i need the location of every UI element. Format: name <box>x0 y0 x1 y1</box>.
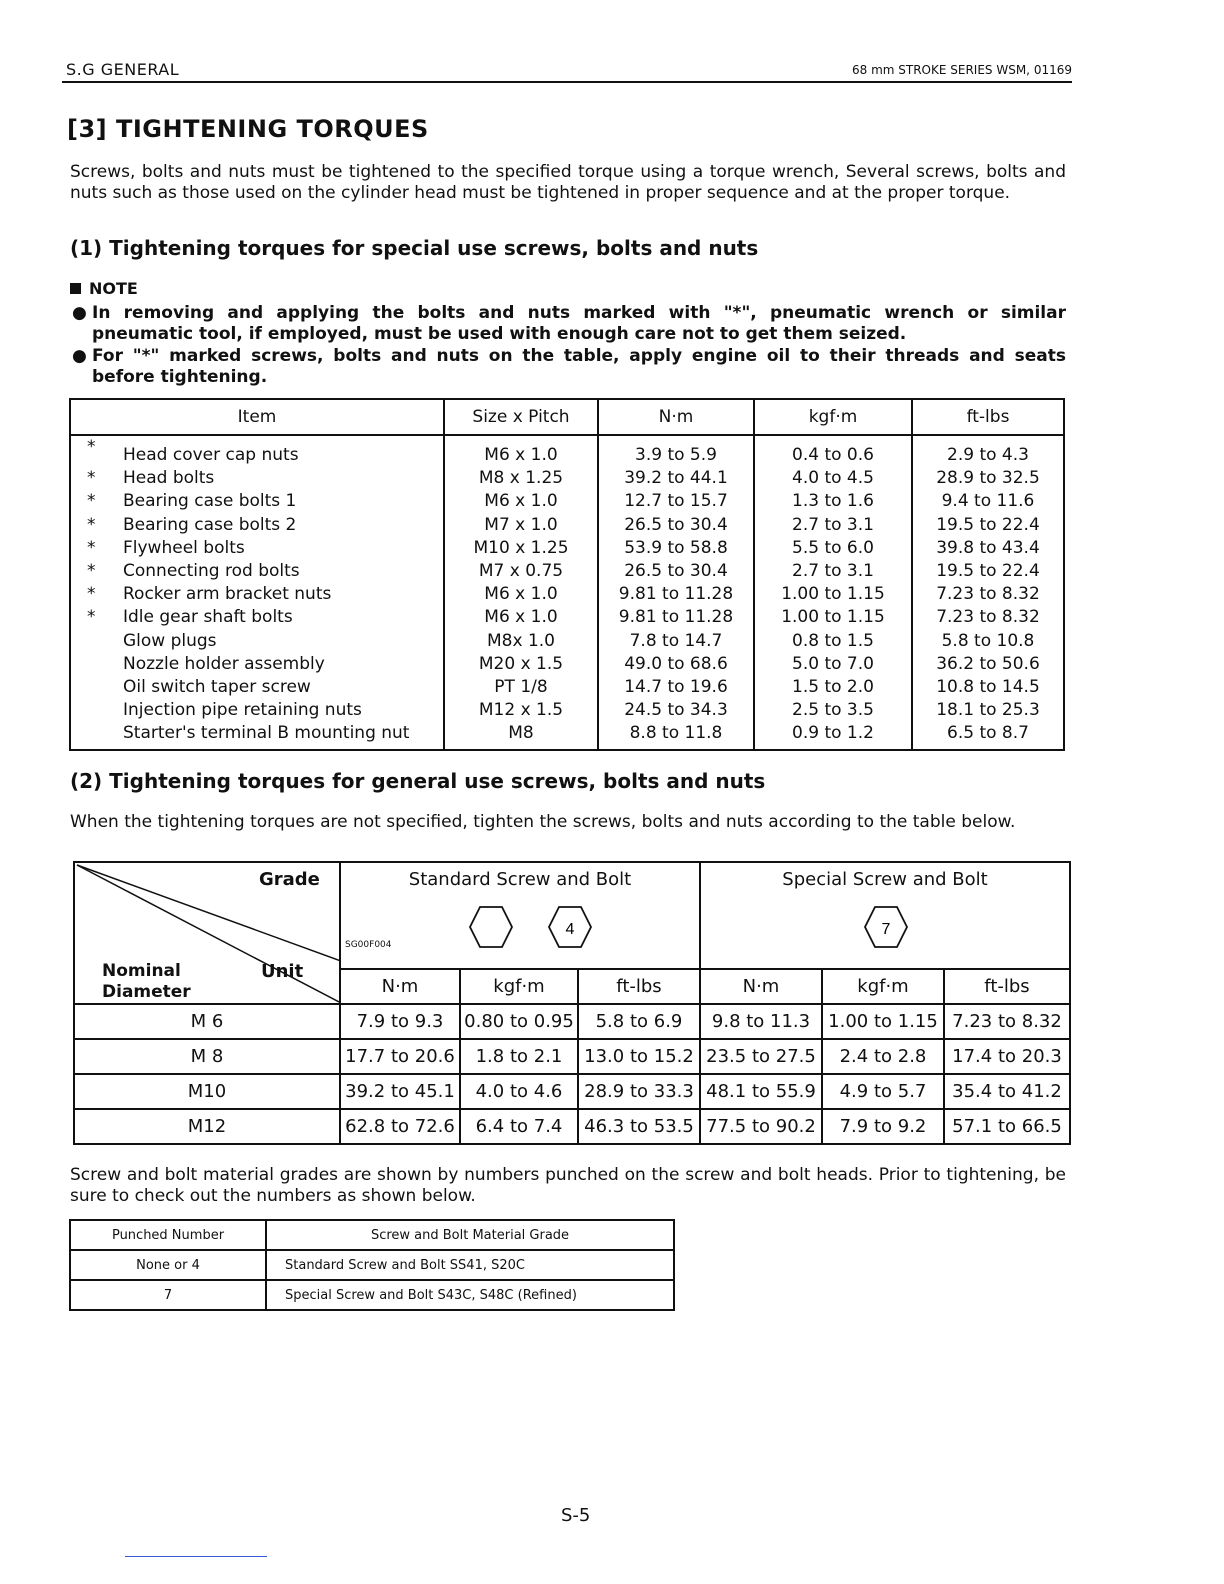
table-row <box>70 490 1064 513</box>
torque-cell: 5.8 to 6.9 <box>578 1004 700 1039</box>
unit-label: Unit <box>261 961 304 982</box>
size-cell: M6 x 1.0 <box>444 606 598 629</box>
ftlbs-cell: 6.5 to 8.7 <box>912 722 1064 750</box>
kgfm-cell: 2.7 to 3.1 <box>754 514 912 537</box>
table-row <box>70 722 1064 750</box>
nm-cell: 39.2 to 44.1 <box>598 467 754 490</box>
unit-cell: N·m <box>340 969 460 1004</box>
diameter-label: Diameter <box>102 982 191 1002</box>
torque-cell: 1.00 to 1.15 <box>822 1004 944 1039</box>
grade-cell: Special Screw and Bolt S43C, S48C (Refined) <box>266 1280 674 1310</box>
note-item <box>70 346 1066 388</box>
table-row <box>70 676 1064 699</box>
ftlbs-cell: 2.9 to 4.3 <box>912 435 1064 467</box>
size-cell: M8x 1.0 <box>444 630 598 653</box>
special-bolt-icons <box>701 890 1069 960</box>
torque-cell: 13.0 to 15.2 <box>578 1039 700 1074</box>
size-cell: M8 <box>444 722 598 750</box>
nm-cell: 7.8 to 14.7 <box>598 630 754 653</box>
item-cell <box>70 722 444 750</box>
kgfm-cell: 5.0 to 7.0 <box>754 653 912 676</box>
ftlbs-cell: 7.23 to 8.32 <box>912 606 1064 629</box>
col-nm: N·m <box>598 399 754 435</box>
punched-cell: None or 4 <box>70 1250 266 1280</box>
item-cell <box>70 435 444 467</box>
size-cell: M6 x 1.0 <box>444 583 598 606</box>
nm-cell: 12.7 to 15.7 <box>598 490 754 513</box>
table-row <box>74 1109 1070 1144</box>
nominal-label: Nominal <box>102 961 181 981</box>
table-row <box>70 467 1064 490</box>
item-cell <box>70 467 444 490</box>
col-size: Size x Pitch <box>444 399 598 435</box>
ftlbs-cell: 36.2 to 50.6 <box>912 653 1064 676</box>
torque-cell: 9.8 to 11.3 <box>700 1004 822 1039</box>
unit-cell: kgf·m <box>460 969 578 1004</box>
table-row <box>70 583 1064 606</box>
oil-mark: * <box>87 560 96 581</box>
section2-intro: When the tightening torques are not specified, tighten the screws, bolts and nuts according to the table below. <box>70 812 1016 832</box>
item-name: Injection pipe retaining nuts <box>123 700 362 721</box>
col-grade: Screw and Bolt Material Grade <box>266 1220 674 1250</box>
table-header-row <box>70 1220 674 1250</box>
item-cell <box>70 653 444 676</box>
intro-paragraph: Screws, bolts and nuts must be tightened to the specified torque using a torque wrench, Several screws, bolts and nuts such as those used on the cylinder head must be tightened in proper sequence and at the proper torque. <box>70 162 1066 203</box>
nm-cell: 49.0 to 68.6 <box>598 653 754 676</box>
nm-cell: 3.9 to 5.9 <box>598 435 754 467</box>
col-kgfm: kgf·m <box>754 399 912 435</box>
torque-cell: 4.0 to 4.6 <box>460 1074 578 1109</box>
unit-cell: ft-lbs <box>944 969 1070 1004</box>
kgfm-cell: 4.0 to 4.5 <box>754 467 912 490</box>
note-heading <box>70 279 138 298</box>
grade-label: Grade <box>259 869 320 890</box>
size-cell: M6 x 1.0 <box>444 435 598 467</box>
size-cell: M20 x 1.5 <box>444 653 598 676</box>
ftlbs-cell: 39.8 to 43.4 <box>912 537 1064 560</box>
nm-cell: 9.81 to 11.28 <box>598 606 754 629</box>
special-bolt-header <box>700 862 1070 969</box>
torque-cell: 17.7 to 20.6 <box>340 1039 460 1074</box>
nm-cell: 26.5 to 30.4 <box>598 514 754 537</box>
item-name: Starter's terminal B mounting nut <box>123 723 410 744</box>
diameter-cell: M12 <box>74 1109 340 1144</box>
note-text: In removing and applying the bolts and nuts marked with "*", pneumatic wrench or similar pneumatic tool, if employed, must be used with enough care not to get them seized. <box>92 303 1066 344</box>
size-cell: M10 x 1.25 <box>444 537 598 560</box>
hex-mark-4-text: 4 <box>565 921 575 938</box>
item-cell <box>70 630 444 653</box>
hex-mark-4-icon <box>547 904 593 950</box>
oil-mark: * <box>87 437 96 457</box>
col-punched: Punched Number <box>70 1220 266 1250</box>
hex-mark-7-icon <box>863 904 909 950</box>
nm-cell: 53.9 to 58.8 <box>598 537 754 560</box>
size-cell: M12 x 1.5 <box>444 699 598 722</box>
oil-mark: * <box>87 491 96 512</box>
kgfm-cell: 2.5 to 3.5 <box>754 699 912 722</box>
oil-mark: * <box>87 537 96 558</box>
unit-cell: kgf·m <box>822 969 944 1004</box>
note-square-icon <box>70 283 81 294</box>
table-row <box>70 1250 674 1280</box>
item-name: Glow plugs <box>123 630 217 651</box>
kgfm-cell: 2.7 to 3.1 <box>754 560 912 583</box>
ftlbs-cell: 19.5 to 22.4 <box>912 560 1064 583</box>
torque-cell: 1.8 to 2.1 <box>460 1039 578 1074</box>
item-name: Connecting rod bolts <box>123 561 300 582</box>
item-cell <box>70 676 444 699</box>
page-number: S-5 <box>561 1505 591 1526</box>
kgfm-cell: 0.8 to 1.5 <box>754 630 912 653</box>
item-cell <box>70 490 444 513</box>
header-rule <box>62 81 1072 83</box>
torque-cell: 4.9 to 5.7 <box>822 1074 944 1109</box>
torque-cell: 28.9 to 33.3 <box>578 1074 700 1109</box>
unit-cell: ft-lbs <box>578 969 700 1004</box>
kgfm-cell: 1.00 to 1.15 <box>754 583 912 606</box>
section2-heading: (2) Tightening torques for general use screws, bolts and nuts <box>70 769 766 793</box>
nm-cell: 9.81 to 11.28 <box>598 583 754 606</box>
size-cell: M8 x 1.25 <box>444 467 598 490</box>
figure-code: SG00F004 <box>345 940 392 950</box>
torque-cell: 57.1 to 66.5 <box>944 1109 1070 1144</box>
kgfm-cell: 1.5 to 2.0 <box>754 676 912 699</box>
note-text: For "*" marked screws, bolts and nuts on the table, apply engine oil to their threads and seats before tightening. <box>92 346 1066 387</box>
torque-cell: 7.9 to 9.2 <box>822 1109 944 1144</box>
nm-cell: 14.7 to 19.6 <box>598 676 754 699</box>
oil-mark: * <box>87 584 96 605</box>
punched-cell: 7 <box>70 1280 266 1310</box>
diameter-cell: M 8 <box>74 1039 340 1074</box>
ftlbs-cell: 7.23 to 8.32 <box>912 583 1064 606</box>
nm-cell: 24.5 to 34.3 <box>598 699 754 722</box>
standard-bolt-icons <box>341 890 699 960</box>
ftlbs-cell: 9.4 to 11.6 <box>912 490 1064 513</box>
torque-cell: 39.2 to 45.1 <box>340 1074 460 1109</box>
standard-bolt-header <box>340 862 700 969</box>
grade-note: Screw and bolt material grades are shown by numbers punched on the screw and bolt heads. Prior to tightening, be sure to check out the numbers as shown below. <box>70 1165 1066 1206</box>
table-row <box>70 630 1064 653</box>
plain-hex-icon <box>468 904 514 950</box>
table-row <box>70 435 1064 467</box>
table-header-row <box>70 399 1064 435</box>
grade-cell: Standard Screw and Bolt SS41, S20C <box>266 1250 674 1280</box>
table-row <box>74 1004 1070 1039</box>
kgfm-cell: 0.9 to 1.2 <box>754 722 912 750</box>
item-cell <box>70 514 444 537</box>
bullet-icon: ● <box>72 303 87 323</box>
section1-heading: (1) Tightening torques for special use screws, bolts and nuts <box>70 236 759 260</box>
kgfm-cell: 1.00 to 1.15 <box>754 606 912 629</box>
torque-cell: 77.5 to 90.2 <box>700 1109 822 1144</box>
item-cell <box>70 560 444 583</box>
note-label: NOTE <box>89 279 138 298</box>
torque-cell: 7.9 to 9.3 <box>340 1004 460 1039</box>
hex-mark-7-text: 7 <box>881 921 891 938</box>
oil-mark: * <box>87 607 96 628</box>
kgfm-cell: 0.4 to 0.6 <box>754 435 912 467</box>
size-cell: M7 x 0.75 <box>444 560 598 583</box>
item-name: Bearing case bolts 2 <box>123 514 297 535</box>
table-row <box>74 1074 1070 1109</box>
diameter-cell: M10 <box>74 1074 340 1109</box>
torque-cell: 0.80 to 0.95 <box>460 1004 578 1039</box>
header-series: 68 mm STROKE SERIES WSM, 01169 <box>851 63 1072 77</box>
ftlbs-cell: 18.1 to 25.3 <box>912 699 1064 722</box>
size-cell: M7 x 1.0 <box>444 514 598 537</box>
table-row <box>70 560 1064 583</box>
bullet-icon: ● <box>72 346 87 366</box>
torque-cell: 6.4 to 7.4 <box>460 1109 578 1144</box>
standard-bolt-label: Standard Screw and Bolt <box>408 869 632 890</box>
torque-cell: 23.5 to 27.5 <box>700 1039 822 1074</box>
item-cell <box>70 699 444 722</box>
footer-line <box>125 1556 267 1557</box>
kgfm-cell: 1.3 to 1.6 <box>754 490 912 513</box>
table-row <box>70 1280 674 1310</box>
torque-cell: 62.8 to 72.6 <box>340 1109 460 1144</box>
grade-unit-corner <box>74 862 340 1004</box>
item-name: Rocker arm bracket nuts <box>123 584 332 605</box>
item-cell <box>70 583 444 606</box>
table-row <box>70 537 1064 560</box>
size-cell: PT 1/8 <box>444 676 598 699</box>
nm-cell: 8.8 to 11.8 <box>598 722 754 750</box>
torque-cell: 17.4 to 20.3 <box>944 1039 1070 1074</box>
torque-cell: 35.4 to 41.2 <box>944 1074 1070 1109</box>
diameter-cell: M 6 <box>74 1004 340 1039</box>
torque-cell: 7.23 to 8.32 <box>944 1004 1070 1039</box>
oil-mark: * <box>87 468 96 489</box>
item-name: Bearing case bolts 1 <box>123 491 297 512</box>
kgfm-cell: 5.5 to 6.0 <box>754 537 912 560</box>
item-name: Idle gear shaft bolts <box>123 607 293 628</box>
ftlbs-cell: 19.5 to 22.4 <box>912 514 1064 537</box>
col-item: Item <box>70 399 444 435</box>
table-row <box>70 699 1064 722</box>
torque-cell: 2.4 to 2.8 <box>822 1039 944 1074</box>
nm-cell: 26.5 to 30.4 <box>598 560 754 583</box>
special-bolt-label: Special Screw and Bolt <box>782 869 988 890</box>
torque-cell: 46.3 to 53.5 <box>578 1109 700 1144</box>
item-name: Head cover cap nuts <box>123 445 299 466</box>
special-torque-table <box>69 398 1065 751</box>
table-row <box>70 606 1064 629</box>
item-name: Head bolts <box>123 468 215 489</box>
item-name: Oil switch taper screw <box>123 676 311 697</box>
table-row <box>70 653 1064 676</box>
item-name: Nozzle holder assembly <box>123 653 325 674</box>
col-ftlbs: ft-lbs <box>912 399 1064 435</box>
note-item <box>70 303 1066 345</box>
ftlbs-cell: 10.8 to 14.5 <box>912 676 1064 699</box>
item-cell <box>70 606 444 629</box>
item-name: Flywheel bolts <box>123 537 245 558</box>
table-row <box>70 514 1064 537</box>
item-cell <box>70 537 444 560</box>
material-grade-table <box>69 1219 675 1311</box>
ftlbs-cell: 5.8 to 10.8 <box>912 630 1064 653</box>
page-title: [3] TIGHTENING TORQUES <box>67 115 429 143</box>
header-section: S.G GENERAL <box>66 60 180 79</box>
table-row <box>74 1039 1070 1074</box>
torque-cell: 48.1 to 55.9 <box>700 1074 822 1109</box>
unit-cell: N·m <box>700 969 822 1004</box>
general-torque-table <box>73 861 1071 1145</box>
size-cell: M6 x 1.0 <box>444 490 598 513</box>
ftlbs-cell: 28.9 to 32.5 <box>912 467 1064 490</box>
oil-mark: * <box>87 514 96 535</box>
